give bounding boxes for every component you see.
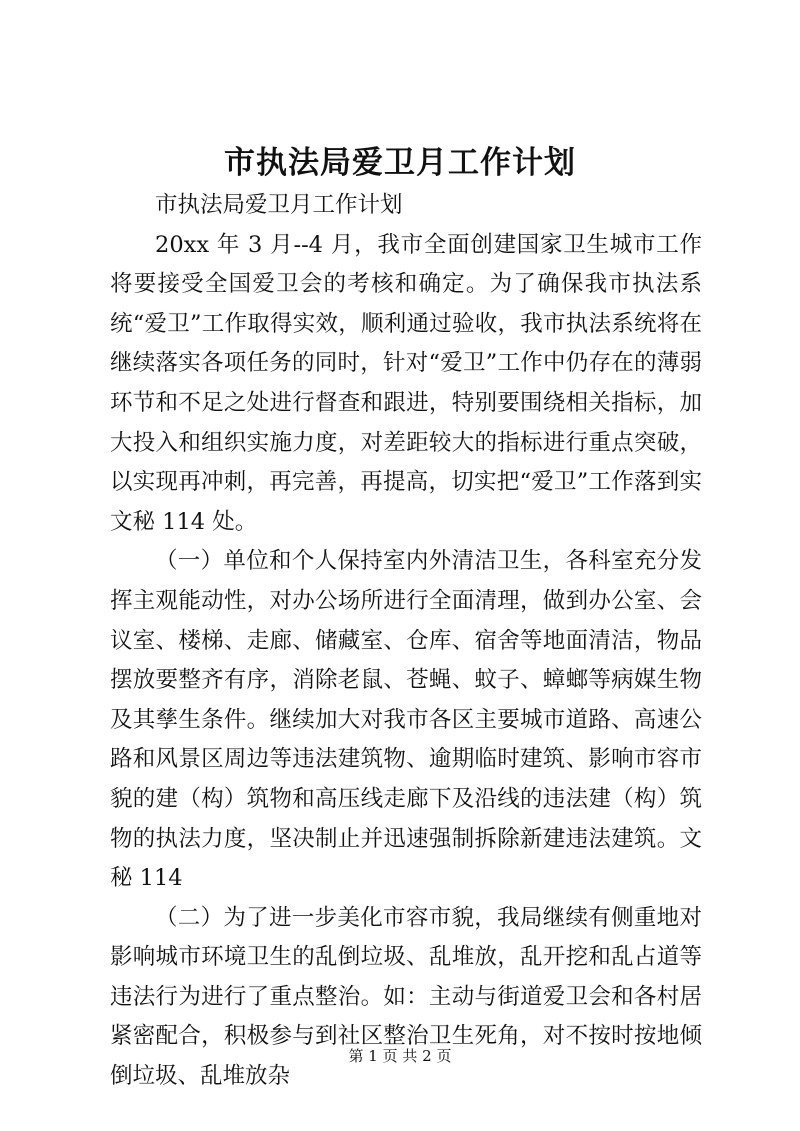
paragraph-subtitle: 市执法局爱卫月工作计划 [155, 192, 403, 218]
paragraph-item-two: （二）为了进一步美化市容市貌，我局继续有侧重地对影响城市环境卫生的乱倒垃圾、乱堆放，乱开挖和乱占道等违法行为进行了重点整治。如：主动与街道爱卫会和各村居紧密配合，积极参与到社区整治卫生死角，对不按时按地倾倒垃圾、乱堆放杂 [110, 904, 702, 1090]
page-footer: 第 1 页 共 2 页 [348, 1047, 452, 1065]
document-body [110, 186, 702, 1097]
paragraph-intro: 20xx 年 3 月--4 月，我市全面创建国家卫生城市工作将要接受全国爱卫会的考核和确定。为了确保我市执法系统“爱卫”工作取得实效，顺利通过验收，我市执法系统将在继续落实各项任务的同时，针对“爱卫”工作中仍存在的薄弱环节和不足之处进行督查和跟进，特别要围绕相关指标，加大投入和组织实施力度，对差距较大的指标进行重点突破，以实现再冲刺，再完善，再提高，切实把“爱卫”工作落到实文秘 114 处。 [110, 231, 702, 535]
paragraph-item-one: （一）单位和个人保持室内外清洁卫生，各科室充分发挥主观能动性，对办公场所进行全面清理，做到办公室、会议室、楼梯、走廊、储藏室、仓库、宿舍等地面清洁，物品摆放要整齐有序，消除老鼠、苍蝇、蚊子、蟑螂等病媒生物及其孳生条件。继续加大对我市各区主要城市道路、高速公路和风景区周边等违法建筑物、逾期临时建筑、影响市容市貌的建（构）筑物和高压线走廊下及沿线的违法建（构）筑物的执法力度，坚决制止并迅速强制拆除新建违法建筑。文秘 114 [110, 548, 702, 892]
document-title: 市执法局爱卫月工作计划 [224, 145, 576, 181]
